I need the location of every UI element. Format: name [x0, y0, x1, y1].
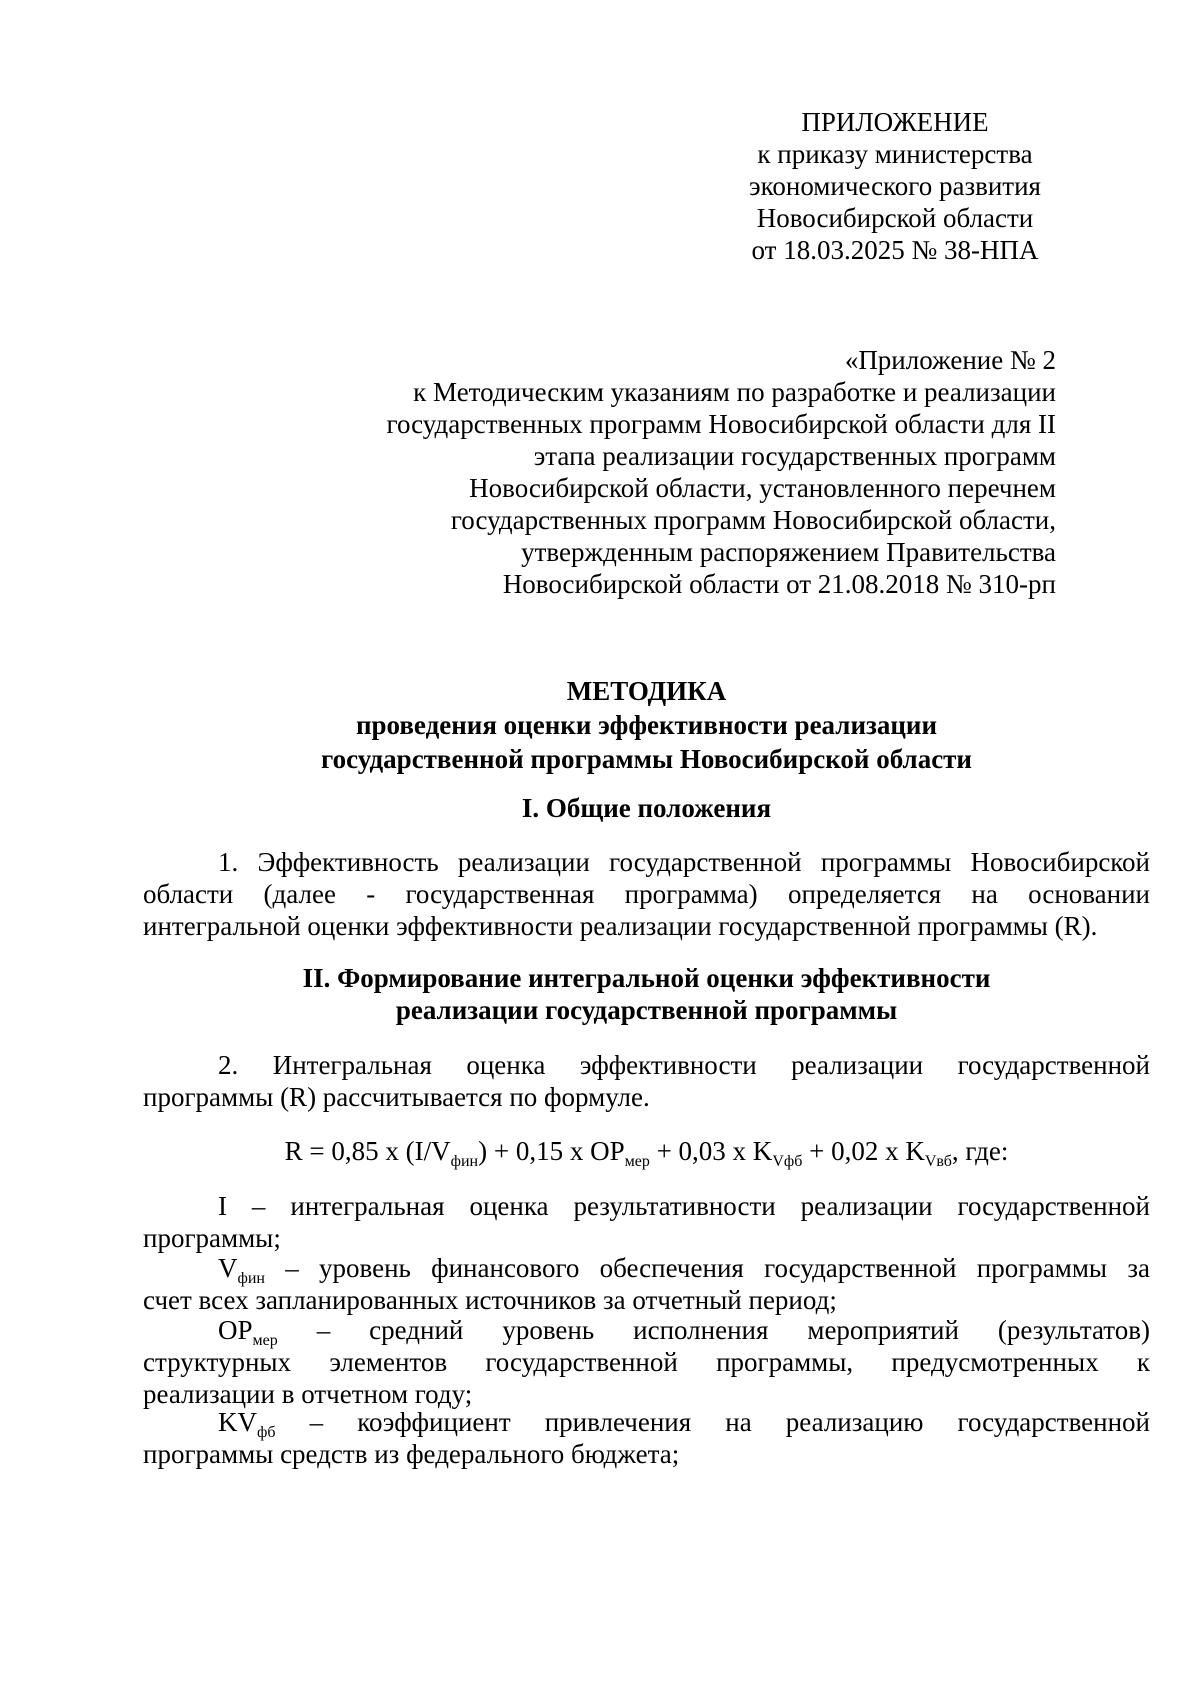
appendix-header: [690, 106, 1100, 266]
formula-text: + 0,02 x K: [802, 1136, 925, 1166]
definition-v: [143, 1252, 1150, 1316]
definition-subscript: фин: [237, 1270, 265, 1287]
definition-line: [143, 1314, 1150, 1349]
appendix2-header: [380, 344, 1056, 600]
formula-text: + 0,03 x K: [649, 1136, 773, 1166]
paragraph-line: программы (R) рассчитывается по формуле.: [143, 1082, 650, 1112]
paragraph-line: 1. Эффективность реализации государственной программы Новосибирской: [218, 847, 1150, 877]
definition-subscript: фб: [257, 1424, 276, 1441]
formula-text: ) + 0,15 x ОР: [478, 1136, 625, 1166]
definition-symbol: ОР: [218, 1315, 253, 1345]
definition-text: – уровень финансового обеспечения государственной программы за: [265, 1253, 1150, 1283]
definition-line: I – интегральная оценка результативности реализации государственной: [218, 1191, 1150, 1221]
appendix2-line: Новосибирской области, установленного перечнем: [469, 473, 1056, 503]
definition-op: [143, 1314, 1150, 1410]
paragraph-2: [143, 1049, 1150, 1113]
paragraph-1: [143, 846, 1150, 942]
appendix-line: экономического развития: [749, 171, 1041, 201]
appendix2-title: «Приложение № 2: [844, 345, 1056, 375]
appendix-date-number: от 18.03.2025 № 38-НПА: [751, 235, 1039, 265]
appendix2-line: Новосибирской области от 21.08.2018 № 310-рп: [502, 569, 1056, 599]
definition-i: [143, 1190, 1150, 1254]
section1-heading: I. Общие положения: [521, 793, 772, 823]
formula: [143, 1135, 1150, 1170]
definition-line: [143, 1406, 1150, 1441]
definition-line: реализации в отчетном году;: [143, 1379, 473, 1409]
formula-text: R = 0,85 x (I/V: [284, 1136, 451, 1166]
definition-line: программы средств из федерального бюджета;: [143, 1439, 680, 1469]
appendix-line: Новосибирской области: [756, 203, 1034, 233]
appendix-title: ПРИЛОЖЕНИЕ: [801, 107, 989, 137]
title-line: государственной программы Новосибирской области: [321, 744, 972, 774]
definition-subscript: мер: [252, 1332, 278, 1349]
formula-subscript: фин: [450, 1153, 479, 1170]
formula-subscript: Vвб: [924, 1153, 952, 1170]
paragraph-line: интегральной оценки эффективности реализации государственной программы (R).: [143, 911, 1098, 941]
appendix2-line: утвержденным распоряжением Правительства: [521, 537, 1056, 567]
appendix2-line: государственных программ Новосибирской области для II: [386, 409, 1056, 439]
definition-symbol: KV: [218, 1407, 257, 1437]
formula-subscript: Vфб: [772, 1153, 803, 1170]
definition-kv: [143, 1406, 1150, 1470]
appendix2-line: этапа реализации государственных программ: [533, 441, 1056, 471]
definition-line: программы;: [143, 1223, 281, 1253]
paragraph-line: 2. Интегральная оценка эффективности реализации государственной: [218, 1050, 1150, 1080]
document-title: [143, 674, 1150, 776]
formula-text: , где:: [951, 1136, 1009, 1166]
definition-text: – средний уровень исполнения мероприятий (результатов): [277, 1315, 1150, 1345]
title-line: проведения оценки эффективности реализации: [355, 710, 938, 740]
definition-line: [143, 1252, 1150, 1287]
paragraph-line: области (далее - государственная программа) определяется на основании: [143, 879, 1150, 909]
appendix-line: к приказу министерства: [757, 139, 1033, 169]
section2-heading: [143, 962, 1150, 1026]
formula-subscript: мер: [624, 1153, 650, 1170]
definition-line: счет всех запланированных источников за отчетный период;: [143, 1285, 837, 1315]
appendix2-line: государственных программ Новосибирской области,: [450, 505, 1056, 535]
section2-heading-line: реализации государственной программы: [395, 995, 898, 1025]
title-main: МЕТОДИКА: [566, 676, 727, 706]
definition-symbol: V: [218, 1253, 238, 1283]
definition-line: структурных элементов государственной программы, предусмотренных к: [143, 1347, 1150, 1377]
appendix2-line: к Методическим указаниям по разработке и реализации: [413, 377, 1056, 407]
definition-text: – коэффициент привлечения на реализацию государственной: [275, 1407, 1150, 1437]
section2-heading-line: II. Формирование интегральной оценки эффективности: [302, 963, 991, 993]
